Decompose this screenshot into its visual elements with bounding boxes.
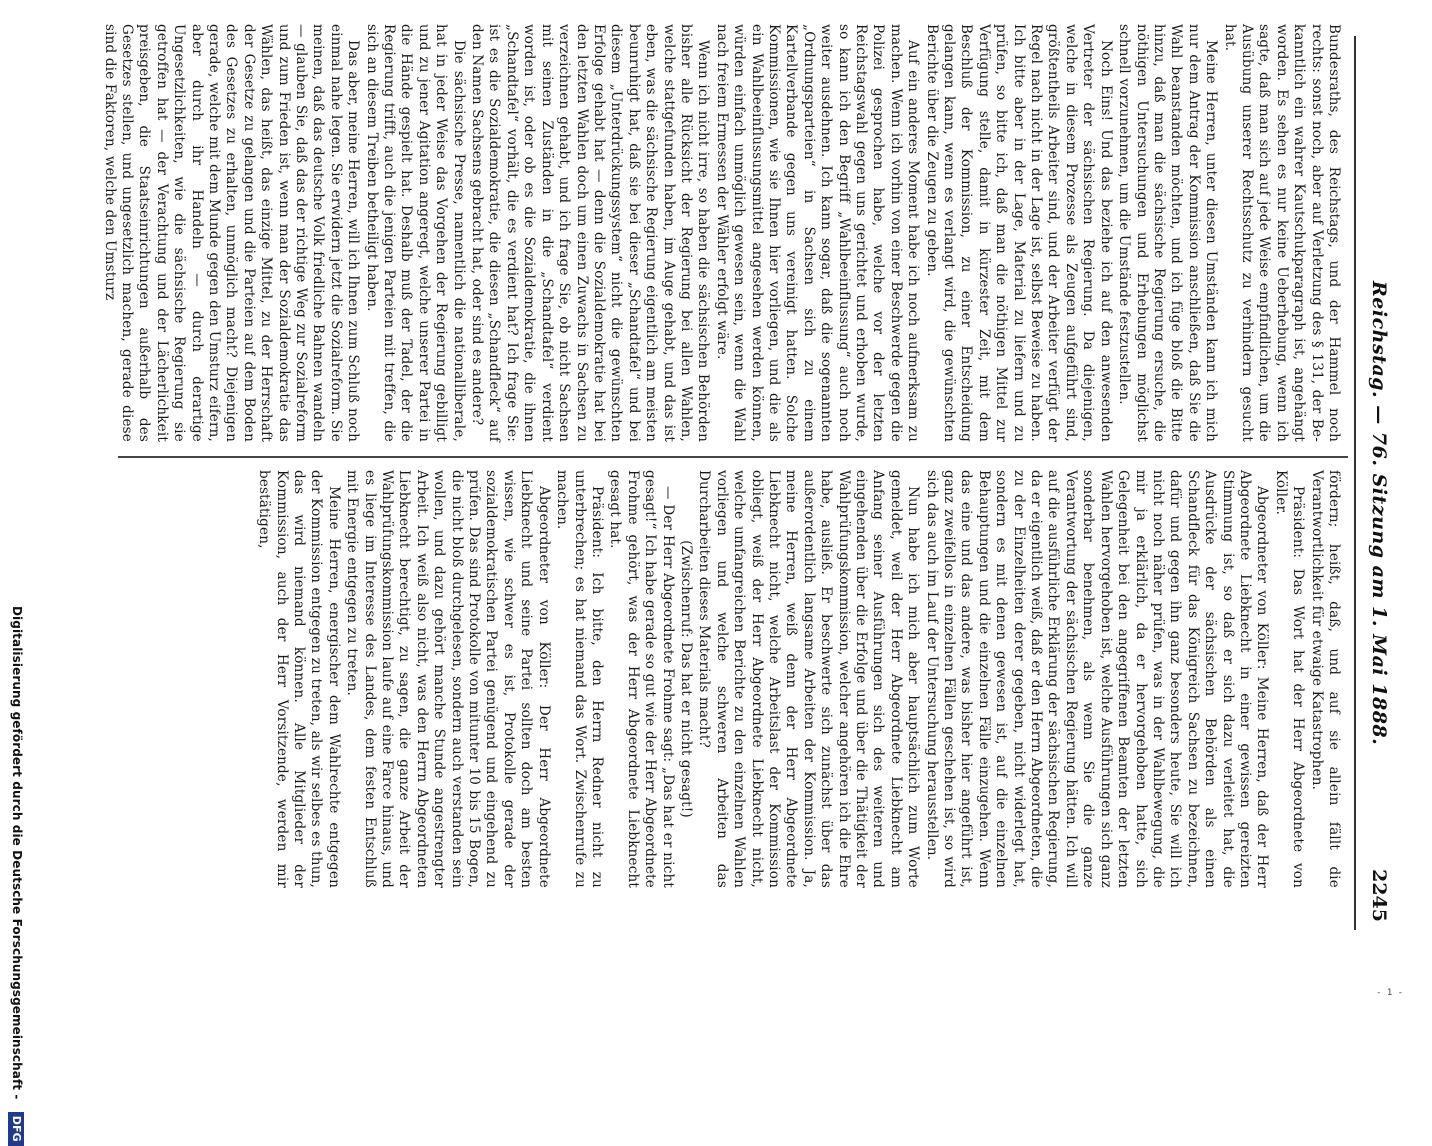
text-column-second	[254, 470, 1342, 888]
credit-text: Digitalisierung gefördert durch die Deutsche Forschungsgemeinschaft -	[10, 606, 24, 1100]
paragraph: Wenn ich nicht irre, so haben die sächsischen Behörden bisher alle Rücksicht der Regierung bei allen Wahlen, welche stattgefunden haben, im Auge gehabt, und das ist eben, was die sächsische Regierung eigentlich am meisten beunruhigt hat, daß sie bei dieser „Schandtafel“ und bei diesem „Unterdrückungssystem“ nicht die gewünschten Erfolge gehabt hat — denn die Sozialdemokratie hat bei den letzten Wahlen doch um einen Zuwachs in Sachsen zu verzeichnen gehabt, und ich frage Sie, ob nicht Sachsen mit seinen Zuständen in die „Schandtafel“ verdient worden ist, oder ob es die Sozialdemokratie, die ihnen „Schandtafel“ vorhält, die es verdient hat? Ich frage Sie: ist es die Sozialdemokratie, die diesen „Schandfleck“ auf den Namen Sachsens gebracht hat, oder sind es andere?	[469, 24, 712, 442]
paragraph: Das aber, meine Herren, will ich Ihnen zum Schluß noch einmal nahe legen. Sie erwidern jetzt die Sozialreform. Sie meinen, daß das deutsche Volk friedliche Bahnen wandeln — glauben Sie, daß das der richtige Weg zur Sozialreform und zum Frieden ist, wenn man der Sozialdemokratie das Wählen, das heißt, das einzige Mittel, zu der Herrschaft der Gesetze zu gelangen und die Parteien auf dem Boden des Gesetzes zu erhalten, unmöglich macht? Diejenigen gerade, welche mit dem Munde gegen den Umsturz eifern, aber durch ihr Handeln — durch derartige Ungesetzlichkeiten, wie die sächsische Regierung sie getroffen hat — der Verachtung und der Lächerlichkeit preisgeben, die Staatseinrichtungen außerhalb des Gesetzes stellen, und ungesetzlich machen, gerade diese sind die Faktoren, welche den Umsturz	[101, 24, 362, 442]
text-column-first	[99, 24, 1342, 442]
page-title: Reichstag. — 76. Sitzung am 1. Mai 1888.	[1368, 281, 1390, 746]
paragraph: Die sächsische Presse, namentlich die nationalliberale, hat in jeder Weise das Vorgehen der Regierung gebilligt und zu jener Agitation angeregt, welche unserer Partei in die Hände gespielt hat. Deshalb muß der Tadel, der die Regierung trifft, auch die jenigen Parteien mit treffen, die sich an diesem Treiben betheiligt haben.	[363, 24, 467, 442]
header-rule	[1354, 36, 1356, 930]
page-header	[1356, 36, 1392, 966]
column-divider	[118, 456, 1348, 458]
paragraph: Nun habe ich mich aber hauptsächlich zum Worte gemeldet, weil der Herr Abgeordnete Liebknecht am Anfang seiner Ausführungen sich des weiteren und eingehenden über die Erfolge und über die Thätigkeit der Wahlprüfungskommission, welcher angehören ich die Ehre habe, ausließ. Er beschwerte sich zunächst über das außerordentlich langsame Arbeiten der Kommission. Ja, meine Herren, weiß denn der Herr Abgeordnete Liebknecht nicht, welche Arbeitslast der Kommission obliegt, weiß der Herr Abgeordnete Liebknecht nicht, welche umfangreichen Berichte zu den einzelnen Wahlen vorliegen und welche schweren Arbeiten das Durcharbeiten dieses Materials macht?	[696, 470, 922, 888]
paragraph: Noch Eins! Und das beziehe ich auf den anwesenden Vertreter der sächsischen Regierung. Da diejenigen, welche in diesem Prozesse als Zeugen aufgeführt sind, größtentheils Arbeiter sind, und der Arbeiter verfügt der Regel nach nicht in der Lage ist, selbst Beweise zu haben. Ich bitte aber in der Lage, Material zu liefern und zu prüfen, so bitte ich, daß man die nöthigen Mittel zur Verfügung stelle, damit in kürzester Zeit, mit dem Beschluß der Kommission, zu einer Entscheidung gelangen kann, wenn es verlangt wird, die gewünschten Berichte über die Zeugen zu geben.	[923, 24, 1114, 442]
paragraph: Abgeordneter von Köller: Der Herr Abgeordnete Liebknecht und seine Partei sollten doch am besten wissen, wie schwer es ist, Protokolle gerade der sozialdemokratischen Partei genügend und eingehend zu prüfen. Das sind Protokolle von mitunter 10 bis 15 Bogen, die nicht bloß durchgelesen, sondern auch verstanden sein wollen, und dazu gehört manche Stunde angestrengter Arbeit. Ich weiß also nicht, was den Herrn Abgeordneten Liebknecht berechtigt, zu sagen, die ganze Arbeit der Wahlprüfungskommission laufe auf eine Farce hinaus, und es liege im Interesse des Landes, dem festen Entschluß mit Energie entgegen zu treten.	[344, 470, 552, 888]
edge-marks: - 1 -	[1376, 988, 1404, 998]
paragraph: Meine Herren, energischer dem Wahlrechte entgegen der Kommission entgegen zu treten, als wir selbes es thun, das wird niemand können. Alle Mitglieder der Kommission, auch der Herr Vorsitzende, werden mir bestätigen,	[256, 470, 342, 888]
paragraph: Meine Herren, unter diesen Umständen kann ich mich nur dem Antrag der Kommission anschließen, daß Sie die Wahl beanstanden möchten, und ich füge bloß die Bitte hinzu, daß man die sächsische Regierung ersuche, die nöthigen Untersuchungen und Erhebungen möglichst schnell vorzunehmen, um die Umstände festzustellen.	[1116, 24, 1220, 442]
paragraph: fördern; heißt, daß, und auf sie allein fällt die Verantwortlichkeit für etwaige Katastrophen.	[1308, 470, 1342, 888]
paragraph: Präsident: Ich bitte, den Herrn Redner nicht zu unterbrechen; es hat niemand das Wort. Zwischenrufe zu machen.	[554, 470, 605, 888]
paragraph: Auf ein anderes Moment habe ich noch aufmerksam zu machen. Wenn ich vorhin von einer Beschwerde gegen die Polizei gesprochen habe, welche vor der letzten Reichstagswahl gegen uns gerichtet und erhoben wurde, so kann ich den Begriff „Wahlbeeinflussung“ auch noch weiter ausdehnen. Ich kann sogar, daß die sogenannten „Ordnungsparteien“ in Sachsen sich zu einem Kartellverbande gegen uns vereinigt hatten. Solche Kommissionen, wie sie Ihnen hier vorliegen, und die als ein Wahlbeeinflussungsmittel angesehen werden können, würden einfach unmöglich gewesen sein, wenn die Wahl nach freiem Ermessen der Wähler erfolgt wäre.	[713, 24, 922, 442]
paragraph: — Der Herr Abgeordnete Frohme sagt: „Das hat er nicht gesagt!“ Ich habe gerade so gut wie der Herr Abgeordnete Frohme gehört, was der Herr Abgeordnete Liebknecht gesagt hat.	[607, 470, 676, 888]
interjection: (Zwischenruf: Das hat er nicht gesagt!)	[677, 540, 694, 818]
paragraph: Abgeordneter von Köller: Meine Herren, daß der Herr Abgeordnete Liebknecht in einer gewissen gereizten Stimmung ist, so daß er sich dazu verleitet hat, die Ausdrücke der sächsischen Behörden als einen Schandfleck für das Königreich Sachsen zu bezeichnen, dafür und gegen ihn ganz besonders heute, Sie will ich nicht noch näher prüfen, was in der Wahlbewegung, die mir ja erklärlich, da er hervorgehoben hatte, sich Gelegenheit bei den angegriffenen Beamten der letzten Wahlen hervorgehoben ist, welche Ausführungen sich ganz sonderbar benehmen, als wenn Sie die ganze Verantwortung der sächsischen Regierung hätten. Ich will auf die ausführliche Erklärung der sächsischen Regierung, da er eigentlich weiß, daß er den Herrn Abgeordneten, die zu der Einzelheiten derer gegeben, nicht widerlegt hat, sondern es mit denen gewesen ist, auf die einzelnen Behauptungen und die einzelnen Fälle einzugehen. Wenn das eine und das andere, was bisher hier angeführt ist, ganz zweifellos in einzelnen Fällen geschehen ist, so wird sich das auch im Lauf der Untersuchung herausstellen.	[923, 470, 1271, 888]
paragraph: Bundesraths, des Reichstags, und der Hammel noch rechts: sonst noch, aber auf Verletzung des § 131, der Be-kanntlich ein wahrer Kautschukparagraph ist, angehängt worden. Es sehen es nur keine Ueberhebung, wenn ich sagte, daß man sich auf jede Weise empfindlichen, um die Ausübung unserer Rechtsschutz zu verhindern gesucht hat.	[1221, 24, 1342, 442]
page-number: 2245	[1368, 869, 1390, 922]
dfg-logo: DFG	[8, 1112, 24, 1146]
paragraph: Präsident: Das Wort hat der Herr Abgeordnete von Köller.	[1272, 470, 1307, 888]
